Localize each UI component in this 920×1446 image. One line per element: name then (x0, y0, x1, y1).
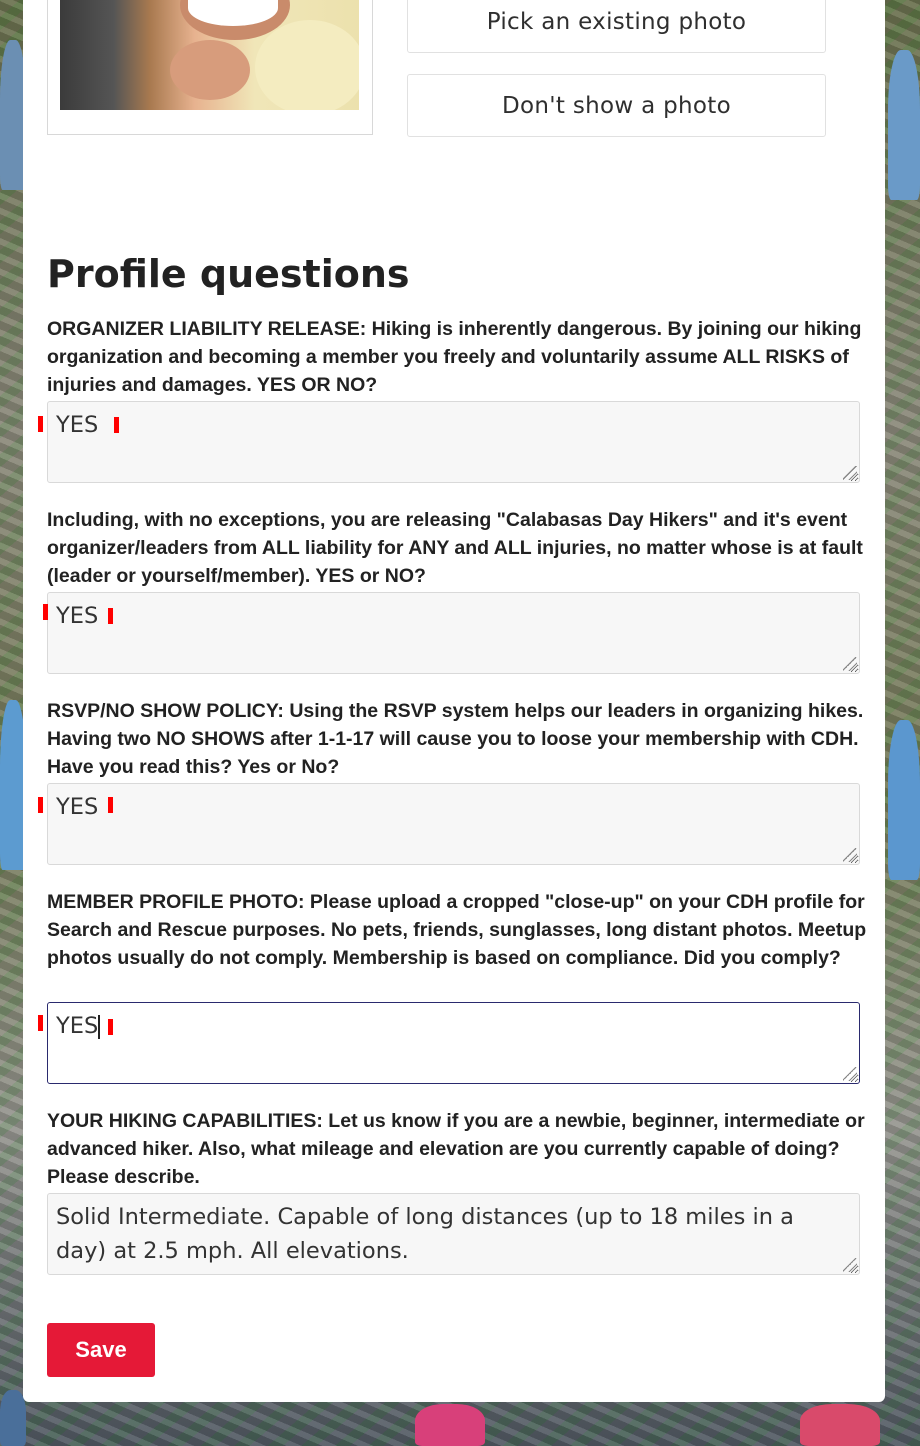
question-label: ORGANIZER LIABILITY RELEASE: Hiking is inherently dangerous. By joining our hiking organization and becoming a member you freely and voluntarily assume ALL RISKS of injuries and damages. YES OR NO? (47, 318, 862, 396)
profile-photo (60, 0, 359, 110)
annotation-marker (108, 797, 113, 813)
profile-photo-frame (47, 0, 373, 135)
annotation-marker (38, 1015, 43, 1031)
profile-questions-heading: Profile questions (47, 252, 410, 296)
annotation-marker (114, 417, 119, 433)
resize-handle-icon[interactable] (843, 848, 857, 862)
answer-field[interactable] (47, 592, 860, 674)
answer-field[interactable] (47, 783, 860, 865)
dont-show-photo-button[interactable]: Don't show a photo (407, 74, 826, 137)
profile-edit-card (23, 0, 885, 1402)
answer-field[interactable] (47, 401, 860, 483)
resize-handle-icon[interactable] (843, 657, 857, 671)
background-photo-figure (888, 50, 920, 200)
resize-handle-icon[interactable] (843, 1258, 857, 1272)
answer-field-focused[interactable] (47, 1002, 860, 1084)
pick-existing-photo-button[interactable]: Pick an existing photo (407, 0, 826, 53)
background-photo-figure (415, 1404, 485, 1446)
resize-handle-icon[interactable] (843, 466, 857, 480)
text-caret (98, 1015, 100, 1039)
question-label: RSVP/NO SHOW POLICY: Using the RSVP system helps our leaders in organizing hikes. Having two NO SHOWS after 1-1-17 will cause you to loose your membership with CDH. Have you read this? Yes or No? (47, 700, 864, 778)
background-photo-figure (888, 720, 920, 880)
background-photo-figure (0, 1390, 26, 1446)
annotation-marker (43, 604, 48, 620)
answer-text: YES (56, 412, 99, 438)
answer-text: YES (56, 794, 99, 820)
question-label: YOUR HIKING CAPABILITIES: Let us know if you are a newbie, beginner, intermediate or advanced hiker. Also, what mileage and elevation are you currently capable of doing? Please describe. (47, 1110, 865, 1188)
resize-handle-icon[interactable] (843, 1067, 857, 1081)
answer-text: YES (56, 1013, 99, 1039)
annotation-marker (108, 608, 113, 624)
question-label: Including, with no exceptions, you are releasing "Calabasas Day Hikers" and it's event organizer/leaders from ALL liability for ANY and ALL injuries, no matter whose is at fault (leader or yourself/member). YES or NO? (47, 509, 863, 587)
answer-field[interactable] (47, 1193, 860, 1275)
answer-text: YES (56, 603, 99, 629)
annotation-marker (38, 416, 43, 432)
annotation-marker (38, 797, 43, 813)
background-photo-figure (800, 1404, 880, 1446)
answer-text: Solid Intermediate. Capable of long distances (up to 18 miles in a day) at 2.5 mph. All elevations. (56, 1204, 794, 1264)
question-label: MEMBER PROFILE PHOTO: Please upload a cropped "close-up" on your CDH profile for Search and Rescue purposes. No pets, friends, sunglasses, long distant photos. Meetup photos usually do not comply. Membership is based on compliance. Did you comply? (47, 891, 867, 969)
annotation-marker (108, 1019, 113, 1035)
save-button[interactable]: Save (47, 1323, 155, 1377)
